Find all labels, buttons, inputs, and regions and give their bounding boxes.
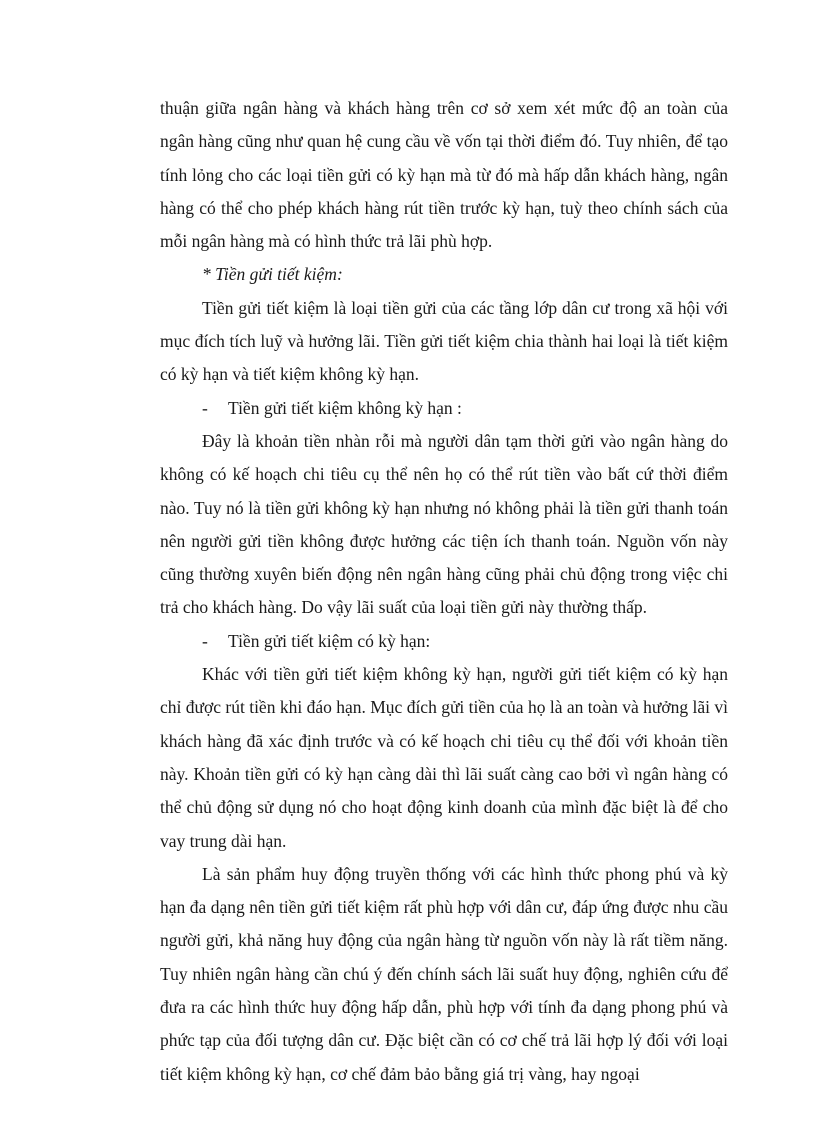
dash-bullet: - (202, 630, 208, 651)
paragraph-savings-definition: Tiền gửi tiết kiệm là loại tiền gửi của các tầng lớp dân cư trong xã hội với mục đích tích luỹ và hưởng lãi. Tiền gửi tiết kiệm chia thành hai loại là tiết kiệm có kỳ hạn và tiết kiệm không kỳ hạn. (160, 297, 728, 385)
list-item-demand-savings (160, 392, 728, 425)
list-item-term-savings (160, 625, 728, 658)
document-body (160, 92, 728, 1091)
dash-bullet: - (202, 397, 208, 418)
list-item-label: Tiền gửi tiết kiệm có kỳ hạn: (228, 630, 431, 651)
paragraph-term-savings: Khác với tiền gửi tiết kiệm không kỳ hạn, người gửi tiết kiệm có kỳ hạn chỉ được rút tiền khi đáo hạn. Mục đích gửi tiền của họ là an toàn và hưởng lãi vì khách hàng đã xác định trước và có kế hoạch chi tiêu cụ thể đối với khoản tiền này. Khoản tiền gửi có kỳ hạn càng dài thì lãi suất càng cao bởi vì ngân hàng có thể chủ động sử dụng nó cho hoạt động kinh doanh của mình đặc biệt là để cho vay trung dài hạn. (160, 664, 728, 851)
paragraph-continuation: thuận giữa ngân hàng và khách hàng trên cơ sở xem xét mức độ an toàn của ngân hàng cũng như quan hệ cung cầu về vốn tại thời điểm đó. Tuy nhiên, để tạo tính lỏng cho các loại tiền gửi có kỳ hạn mà từ đó mà hấp dẫn khách hàng, ngân hàng có thể cho phép khách hàng rút tiền trước kỳ hạn, tuỳ theo chính sách của mỗi ngân hàng mà có hình thức trả lãi phù hợp. (160, 98, 728, 252)
list-item-label: Tiền gửi tiết kiệm không kỳ hạn : (228, 397, 462, 418)
paragraph-demand-savings: Đây là khoản tiền nhàn rỗi mà người dân tạm thời gửi vào ngân hàng do không có kế hoạch chi tiêu cụ thể nên họ có thể rút tiền vào bất cứ thời điểm nào. Tuy nó là tiền gửi không kỳ hạn nhưng nó không phải là tiền gửi thanh toán nên người gửi tiền không được hưởng các tiện ích thanh toán. Nguồn vốn này cũng thường xuyên biến động nên ngân hàng cũng phải chủ động trong việc chi trả cho khách hàng. Do vậy lãi suất của loại tiền gửi này thường thấp. (160, 430, 728, 618)
paragraph-savings-product: Là sản phẩm huy động truyền thống với các hình thức phong phú và kỳ hạn đa dạng nên tiền gửi tiết kiệm rất phù hợp với dân cư, đáp ứng được nhu cầu người gửi, khả năng huy động của ngân hàng từ nguồn vốn này là rất tiềm năng. Tuy nhiên ngân hàng cần chú ý đến chính sách lãi suất huy động, nghiên cứu để đưa ra các hình thức huy động hấp dẫn, phù hợp với tính đa dạng phong phú và phức tạp của đối tượng dân cư. Đặc biệt cần có cơ chế trả lãi hợp lý đối với loại tiết kiệm không kỳ hạn, cơ chế đảm bảo bằng giá trị vàng, hay ngoại (160, 863, 728, 1084)
section-heading-savings-deposits: * Tiền gửi tiết kiệm: (202, 264, 343, 285)
